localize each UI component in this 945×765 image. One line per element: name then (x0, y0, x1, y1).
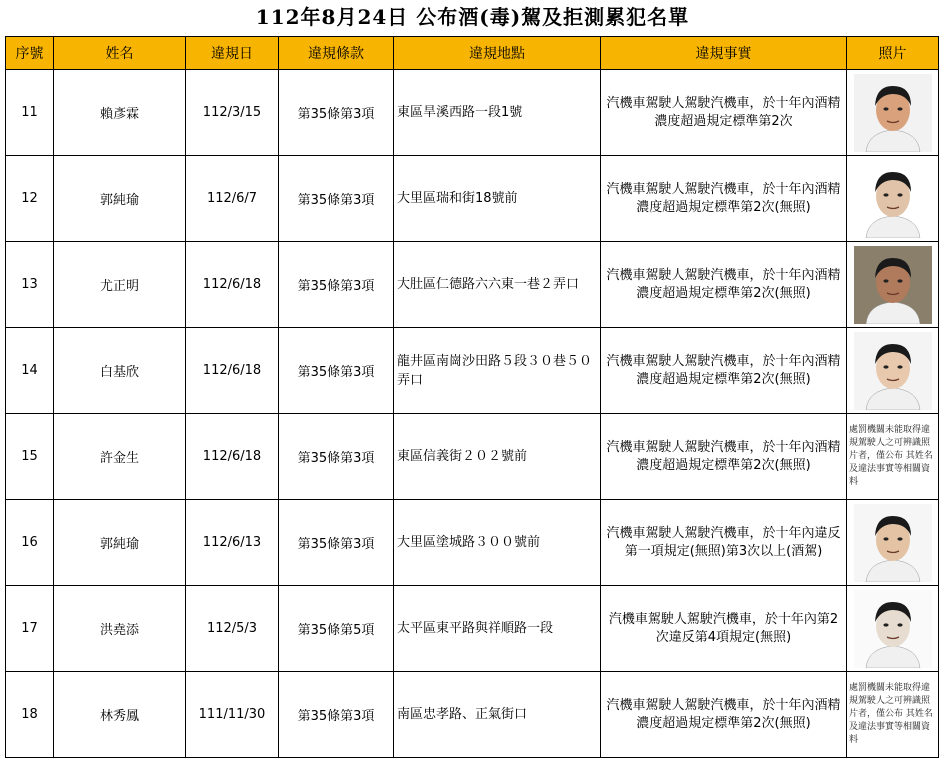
header-fact: 違規事實 (601, 37, 847, 70)
violation-location: 東區旱溪西路一段1號 (394, 70, 601, 156)
row-number: 11 (6, 70, 54, 156)
mugshot-image (854, 590, 932, 668)
header-row (6, 37, 939, 70)
row-number: 15 (6, 414, 54, 500)
offender-name: 郭純瑜 (54, 156, 186, 242)
row-number: 14 (6, 328, 54, 414)
table-row (6, 242, 939, 328)
violation-fact: 汽機車駕駛人駕駛汽機車，於十年內違反第一項規定(無照)第3次以上(酒駕) (601, 500, 847, 586)
photo-cell (847, 242, 939, 328)
violation-fact: 汽機車駕駛人駕駛汽機車，於十年內酒精濃度超過規定標準第2次(無照) (601, 156, 847, 242)
header-photo: 照片 (847, 37, 939, 70)
row-number: 18 (6, 672, 54, 758)
header-date: 違規日 (186, 37, 279, 70)
offender-name: 郭純瑜 (54, 500, 186, 586)
mugshot-image (854, 74, 932, 152)
violation-location: 大里區瑞和街18號前 (394, 156, 601, 242)
offender-table (5, 36, 939, 758)
photo-cell (847, 586, 939, 672)
header-clause: 違規條款 (279, 37, 394, 70)
violation-location: 東區信義街２０２號前 (394, 414, 601, 500)
offender-name: 林秀鳳 (54, 672, 186, 758)
violation-fact: 汽機車駕駛人駕駛汽機車，於十年內酒精濃度超過規定標準第2次 (601, 70, 847, 156)
violation-date: 112/5/3 (186, 586, 279, 672)
header-no: 序號 (6, 37, 54, 70)
violation-clause: 第35條第3項 (279, 672, 394, 758)
violation-location: 太平區東平路與祥順路一段 (394, 586, 601, 672)
table-row (6, 500, 939, 586)
violation-date: 112/6/18 (186, 328, 279, 414)
offender-name: 尤正明 (54, 242, 186, 328)
violation-date: 112/6/18 (186, 414, 279, 500)
page-title: 112年8月24日 公布酒(毒)駕及拒測累犯名單 (255, 5, 690, 29)
violation-clause: 第35條第3項 (279, 70, 394, 156)
table-row (6, 414, 939, 500)
photo-cell (847, 328, 939, 414)
violation-fact: 汽機車駕駛人駕駛汽機車，於十年內酒精濃度超過規定標準第2次(無照) (601, 328, 847, 414)
violation-fact: 汽機車駕駛人駕駛汽機車，於十年內第2次違反第4項規定(無照) (601, 586, 847, 672)
header-name: 姓名 (54, 37, 186, 70)
row-number: 12 (6, 156, 54, 242)
mugshot-image (854, 504, 932, 582)
violation-fact: 汽機車駕駛人駕駛汽機車，於十年內酒精濃度超過規定標準第2次(無照) (601, 242, 847, 328)
table-row (6, 156, 939, 242)
table-row (6, 70, 939, 156)
violation-date: 112/6/7 (186, 156, 279, 242)
header-location: 違規地點 (394, 37, 601, 70)
violation-location: 大里區塗城路３００號前 (394, 500, 601, 586)
no-photo-notice: 處罰機關未能取得違規駕駛人之可辨識照片者，僅公布 其姓名及違法事實等相關資料 (849, 425, 933, 487)
violation-fact: 汽機車駕駛人駕駛汽機車，於十年內酒精濃度超過規定標準第2次(無照) (601, 414, 847, 500)
photo-cell (847, 414, 939, 500)
violation-date: 112/6/18 (186, 242, 279, 328)
table-row (6, 328, 939, 414)
violation-clause: 第35條第3項 (279, 414, 394, 500)
offender-name: 賴彥霖 (54, 70, 186, 156)
violation-date: 112/6/13 (186, 500, 279, 586)
mugshot-image (854, 246, 932, 324)
row-number: 16 (6, 500, 54, 586)
mugshot-image (854, 160, 932, 238)
violation-location: 龍井區南崗沙田路５段３０巷５０弄口 (394, 328, 601, 414)
offender-name: 白基欣 (54, 328, 186, 414)
row-number: 13 (6, 242, 54, 328)
violation-clause: 第35條第3項 (279, 500, 394, 586)
table-row (6, 586, 939, 672)
violation-date: 112/3/15 (186, 70, 279, 156)
mugshot-image (854, 332, 932, 410)
photo-cell (847, 500, 939, 586)
violation-location: 南區忠孝路、正氣街口 (394, 672, 601, 758)
violation-clause: 第35條第5項 (279, 586, 394, 672)
no-photo-notice: 處罰機關未能取得違規駕駛人之可辨識照片者，僅公布 其姓名及違法事實等相關資料 (849, 683, 933, 745)
violation-clause: 第35條第3項 (279, 328, 394, 414)
photo-cell (847, 672, 939, 758)
violation-clause: 第35條第3項 (279, 156, 394, 242)
offender-name: 洪堯添 (54, 586, 186, 672)
violation-location: 大肚區仁德路六六東一巷２弄口 (394, 242, 601, 328)
violation-date: 111/11/30 (186, 672, 279, 758)
row-number: 17 (6, 586, 54, 672)
violation-clause: 第35條第3項 (279, 242, 394, 328)
table-row (6, 672, 939, 758)
violation-fact: 汽機車駕駛人駕駛汽機車，於十年內酒精濃度超過規定標準第2次(無照) (601, 672, 847, 758)
photo-cell (847, 70, 939, 156)
photo-cell (847, 156, 939, 242)
offender-name: 許金生 (54, 414, 186, 500)
